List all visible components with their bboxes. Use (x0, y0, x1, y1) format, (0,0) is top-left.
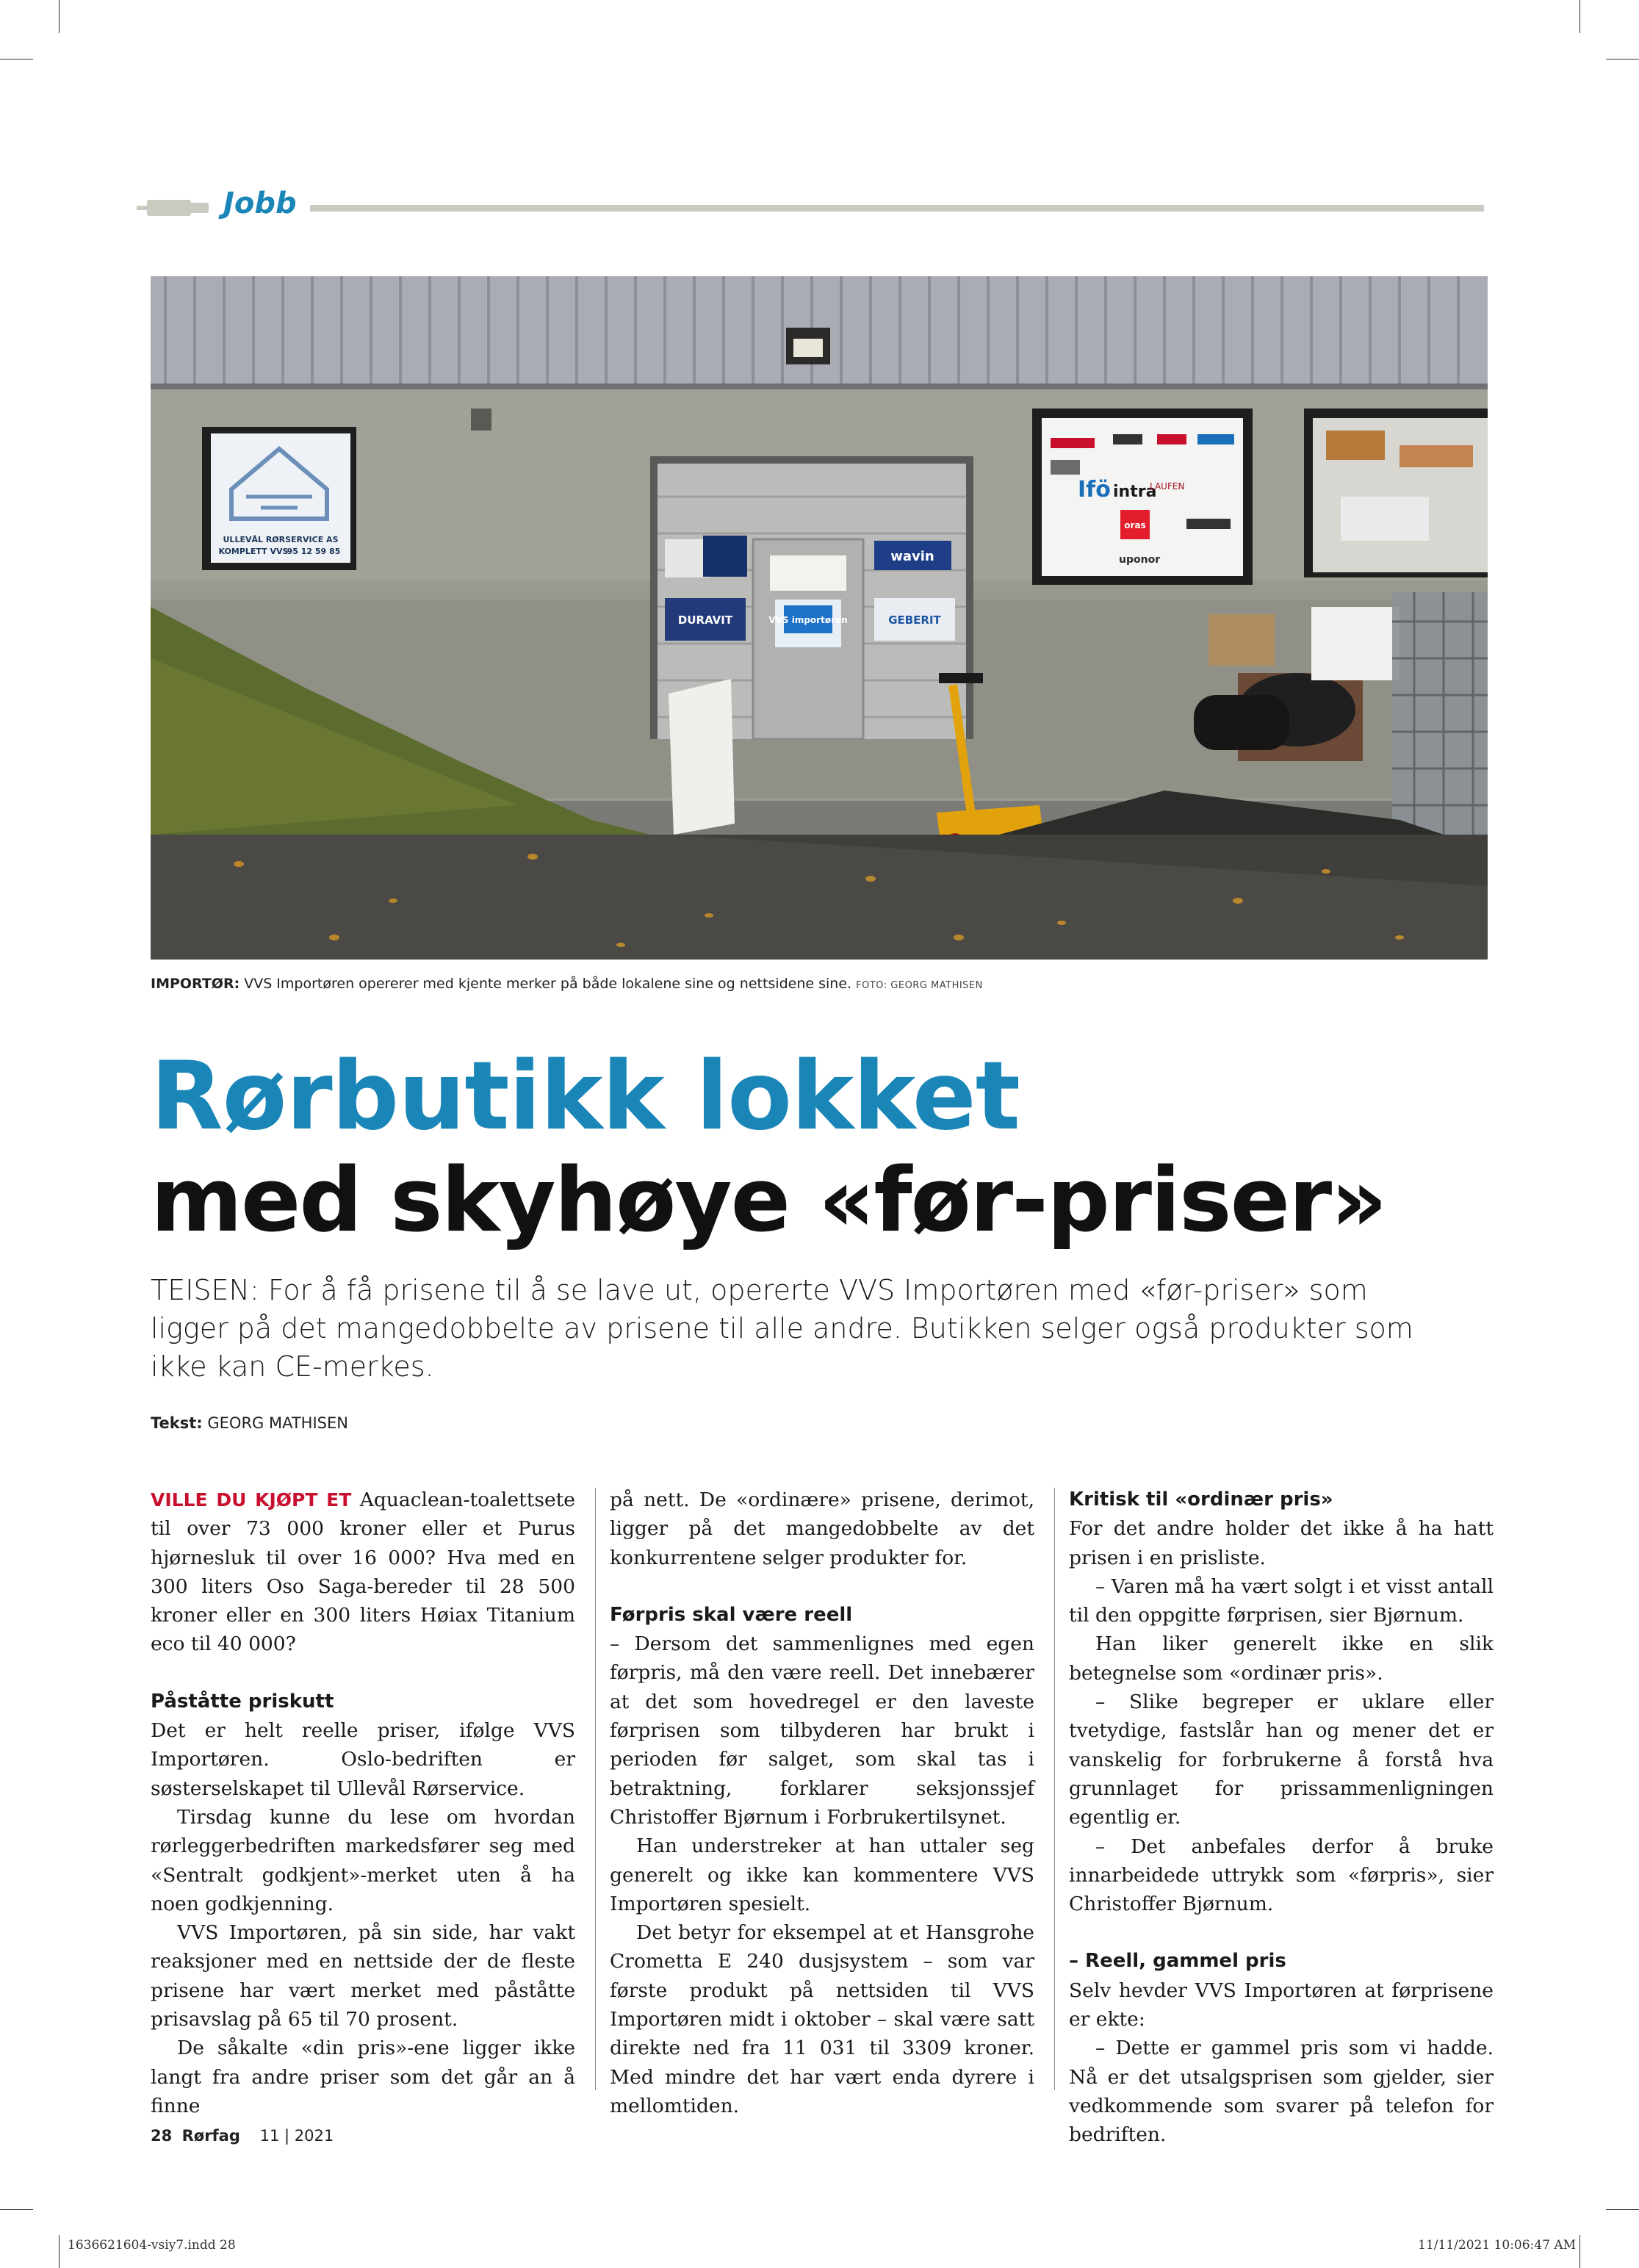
paragraph: Selv hevder VVS Importøren at førprisene er ekte: (1069, 1979, 1494, 2031)
ingress: TEISEN: For å få prisene til å se lave ut, opererte VVS Importøren med «før-priser» som ligger på det mangedobbelte av prisene til alle andre. Butikken selger også produkter som ikke kan CE-merkes. (151, 1274, 1413, 1383)
svg-text:uponor: uponor (1119, 554, 1161, 566)
subheading: Kritisk til «ordinær pris» (1069, 1488, 1333, 1511)
byline-label: Tekst: (151, 1414, 203, 1432)
magazine-name: Rørfag (181, 2127, 240, 2145)
paragraph: Tirsdag kunne du lese om hvordan rørleggerbedriften markedsfører seg med «Sentralt godkjent»-merket uten å ha noen godkjenning. (151, 1805, 575, 1915)
article-photo (151, 276, 1488, 960)
paragraph: Han understreker at han uttaler seg generelt og ikke kan kommentere VVS Importøren spesielt. (610, 1835, 1034, 1915)
paragraph: på nett. De «ordinære» prisene, derimot, ligger på det mangedobbelte av det konkurrentene selger produkter for. (610, 1488, 1034, 1569)
paragraph: Han liker generelt ikke en slik betegnelse som «ordinær pris». (1069, 1632, 1494, 1685)
paragraph: Det er helt reelle priser, ifølge VVS Importøren. Oslo-bedriften er søsterselskapet til Ullevål Rørservice. (151, 1719, 575, 1800)
paragraph: For det andre holder det ikke å ha hatt prisen i en prisliste. (1069, 1517, 1494, 1569)
paragraph: – Dersom det sammenlignes med egen førpris, må den være reell. Det innebærer at det som hovedregel er den laveste førprisen som tilbyderen har brukt i perioden før salget, som skal tas i betraktning, forklarer seksjonssjef Christoffer Bjørnum i Forbrukertilsynet. (610, 1632, 1034, 1829)
lead-in: VILLE DU KJØPT ET (151, 1489, 352, 1511)
paragraph: – Dette er gammel pris som vi hadde. Nå er det utsalgsprisen som gjelder, sier vedkommende som svarer på telefon for bedriften. (1069, 2037, 1494, 2147)
section-header (147, 187, 1484, 222)
page-footer (151, 2127, 334, 2145)
paragraph: – Det anbefales derfor å bruke innarbeidede uttrykk som «førpris», sier Christoffer Bjørnum. (1069, 1835, 1494, 1916)
paragraph: – Varen må ha vært solgt i et visst antall til den oppgitte førprisen, sier Bjørnum. (1069, 1574, 1494, 1627)
paragraph-text: Aquaclean-toalettsete til over 73 000 kroner eller et Purus hjørnesluk til over 16 000? Hva med en 300 liters Oso Saga-bereder til 28 500 kroner eller en 300 liters Høiax Titanium eco til 40 000? (151, 1488, 575, 1656)
article-column-3 (1069, 1486, 1494, 2150)
crop-mark (0, 59, 33, 60)
byline-name: GEORG MATHISEN (207, 1414, 348, 1432)
crop-mark (59, 2235, 60, 2268)
section-label: Jobb (223, 187, 297, 220)
paragraph: VVS Importøren, på sin side, har vakt reaksjoner med en nettside der de fleste prisene har vært merket med påståtte prisavslag på 65 til 70 prosent. (151, 1921, 575, 2031)
column-divider (1054, 1488, 1055, 2090)
paragraph: De såkalte «din pris»-ene ligger ikke langt fra andre priser som det går an å finne (151, 2037, 575, 2117)
svg-text:95 12 59 85: 95 12 59 85 (287, 547, 341, 556)
caption-text: VVS Importøren opererer med kjente merker på både lokalene sine og nettsidene sine. (239, 976, 852, 992)
subheading: – Reell, gammel pris (1069, 1950, 1286, 1973)
crop-mark (1579, 2235, 1580, 2268)
column-divider (595, 1488, 596, 2090)
svg-text:LAUFEN: LAUFEN (1150, 481, 1185, 492)
crop-mark (59, 0, 60, 33)
paragraph (151, 1486, 575, 1659)
svg-text:VVS importøren: VVS importøren (768, 615, 848, 625)
svg-text:oras: oras (1124, 520, 1146, 530)
print-slug-date: 11/11/2021 10:06:47 AM (1418, 2238, 1576, 2253)
page-number: 28 (151, 2127, 173, 2145)
subheading: Førpris skal være reell (610, 1603, 853, 1626)
section-rule (310, 205, 1484, 212)
headline-line-1: Rørbutikk lokket (151, 1042, 1020, 1151)
photo-caption (151, 976, 983, 992)
svg-text:Ifö: Ifö (1078, 477, 1111, 503)
subheading: Påståtte priskutt (151, 1690, 334, 1713)
article-column-2 (610, 1486, 1034, 2120)
article-column-1 (151, 1486, 575, 2120)
paragraph: Det betyr for eksempel at et Hansgrohe Crometta E 240 dusjsystem – som var første produkt på nettsiden til VVS Importøren midt i oktober – skal være satt direkte ned fra 11 031 til 3309 kroner. Med mindre det har vært enda dyrere i mellomtiden. (610, 1921, 1034, 2117)
svg-text:ULLEVÅL RØRSERVICE AS: ULLEVÅL RØRSERVICE AS (223, 535, 339, 544)
crop-mark (1606, 59, 1639, 60)
byline (151, 1414, 348, 1432)
photo-credit: FOTO: GEORG MATHISEN (856, 980, 983, 991)
pipe-icon (147, 200, 191, 216)
crop-mark (1579, 0, 1580, 33)
headline-line-2: med skyhøye «før-priser» (151, 1150, 1386, 1252)
svg-text:KOMPLETT VVS: KOMPLETT VVS (218, 547, 289, 556)
paragraph: – Slike begreper er uklare eller tvetydige, fastslår han og mener det er vanskelig for forbrukerne å forstå hva grunnlaget for prissammenligningen egentlig er. (1069, 1691, 1494, 1829)
caption-label: IMPORTØR: (151, 976, 240, 992)
svg-text:DURAVIT: DURAVIT (677, 613, 733, 627)
crop-mark (1606, 2209, 1639, 2210)
svg-text:wavin: wavin (890, 549, 934, 564)
crop-mark (0, 2209, 33, 2210)
svg-text:intra: intra (1113, 483, 1157, 501)
svg-text:GEBERIT: GEBERIT (888, 613, 941, 627)
print-slug-file: 1636621604-vsiy7.indd 28 (68, 2238, 236, 2253)
issue-number: 11 | 2021 (259, 2127, 334, 2145)
